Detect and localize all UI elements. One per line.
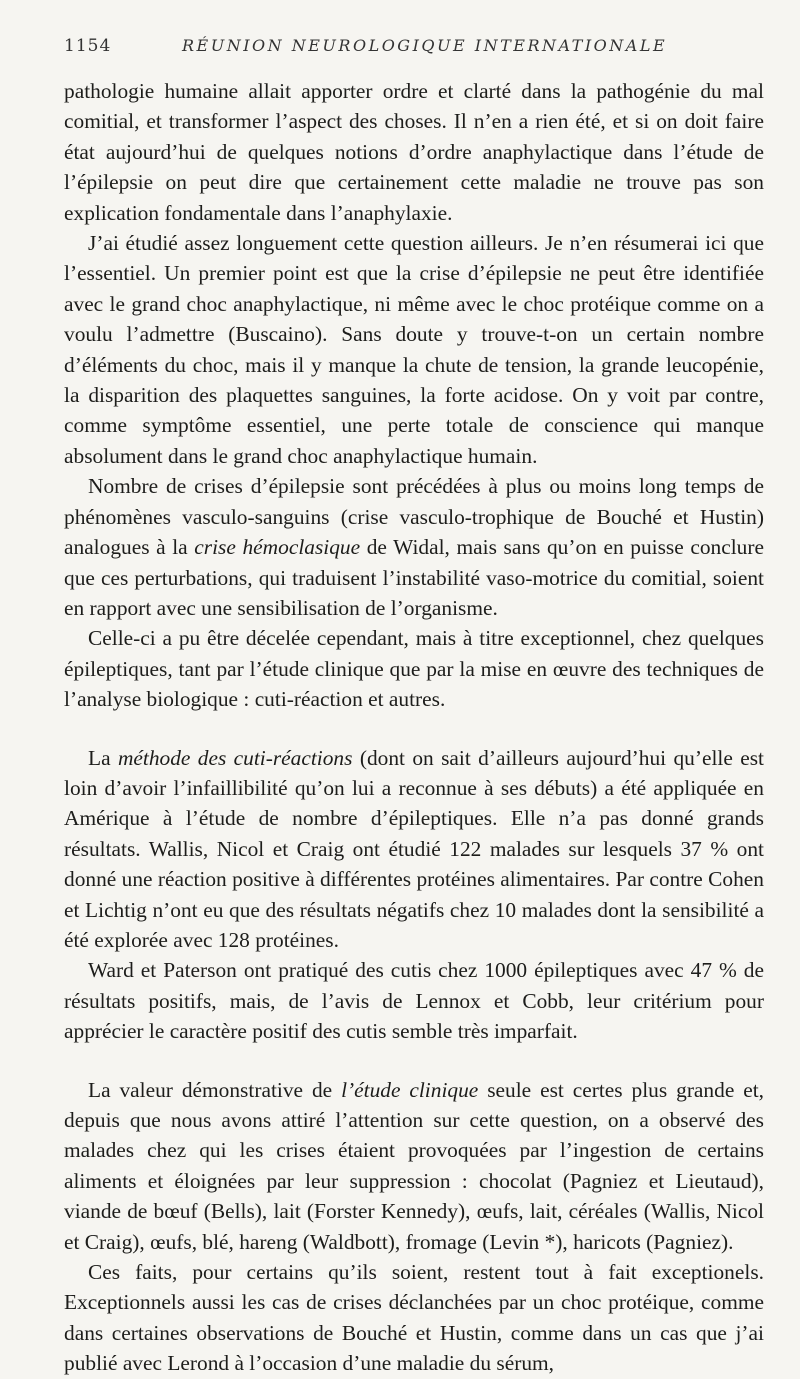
paragraph-3-italic: crise hémoclasique (194, 535, 361, 560)
paragraph-1: pathologie humaine allait apporter ordre et clarté dans la pathogénie du mal comitial, et transformer l’aspect des choses. Il n’en a rien été, et si on doit faire état aujourd’hui de quelques notions d’ordre anaphylactique dans l’étude de l’épilepsie on peut dire que certainement cette maladie ne trouve pas son explication fondamentale dans l’anaphylaxie. (64, 79, 764, 225)
paragraph-5-text-b: (dont on sait d’ailleurs aujourd’hui qu’elle est loin d’avoir l’infaillibilité qu’on lui a reconnue à ses débuts) a été appliquée en Amérique à l’étude de nombre d’épileptiques. Elle n’a pas donné grands résultats. Wallis, Nicol et Craig ont étudié 122 malades sur lesquels 37 % ont donné une réaction positive à différentes protéines alimentaires. Par contre Cohen et Lichtig n’ont eu que des résultats négatifs chez 10 malades dont la sensibilité a été explorée avec 128 protéines. (64, 745, 764, 952)
paragraph-5 (64, 743, 764, 956)
paragraph-8: Ces faits, pour certains qu’ils soient, restent tout à fait exceptionels. Exceptionnels aussi les cas de crises déclanchées par un choc protéique, comme dans certaines observations de Bouché et Hustin, comme dans un cas que j’ai publié avec Lerond à l’occasion d’une maladie du sérum, (64, 1260, 764, 1376)
page-number: 1154 (64, 36, 112, 56)
running-title: RÉUNION NEUROLOGIQUE INTERNATIONALE (182, 36, 668, 55)
paragraph-2: J’ai étudié assez longuement cette question ailleurs. Je n’en résumerai ici que l’essentiel. Un premier point est que la crise d’épilepsie ne peut être identifiée avec le grand choc anaphylactique, ni même avec le choc protéique comme on a voulu l’admettre (Buscaino). Sans doute y trouve-t-on un certain nombre d’éléments du choc, mais il y manque la chute de tension, la grande leucopénie, la disparition des plaquettes sanguines, la forte acidose. On y voit par contre, comme symptôme essentiel, une perte totale de conscience qui manque absolument dans le grand choc anaphylactique humain. (64, 231, 764, 468)
paragraph-4: Celle-ci a pu être décelée cependant, mais à titre exceptionnel, chez quelques épileptiques, tant par l’étude clinique que par la mise en œuvre des techniques de l’analyse biologique : cuti-réaction et autres. (64, 626, 764, 712)
paragraph-3-text-b: de Widal, mais sans qu’on en puisse conclure que ces perturbations, qui traduisent l’instabilité vaso-motrice du comitial, soient en rapport avec une sensibilisation de l’organisme. (64, 535, 764, 620)
paragraph-6: Ward et Paterson ont pratiqué des cutis chez 1000 épileptiques avec 47 % de résultats positifs, mais, de l’avis de Lennox et Cobb, leur critérium pour apprécier le caractère positif des cutis semble très imparfait. (64, 958, 764, 1044)
body-text (64, 76, 764, 1379)
paragraph-3 (64, 471, 764, 623)
paragraph-3-text-a: Nombre de crises d’épilepsie sont précédées à plus ou moins long temps de phénomènes vasculo-sanguins (crise vasculo-trophique de Bouché et Hustin) analogues à la (64, 474, 764, 560)
paragraph-7-text-a: La valeur démonstrative de (88, 1077, 342, 1102)
paragraph-5-text-a: La (88, 745, 118, 770)
paragraph-7 (64, 1075, 764, 1257)
paragraph-7-text-b: seule est certes plus grande et, depuis que nous avons attiré l’attention sur cette question, on a observé des malades chez qui les crises étaient provoquées par l’ingestion de certains aliments et éloignées par leur suppression : chocolat (Pagniez et Lieutaud), viande de bœuf (Bells), lait (Forster Kennedy), œufs, lait, céréales (Wallis, Nicol et Craig), œufs, blé, hareng (Waldbott), fromage (Levin *), haricots (Pagniez). (64, 1077, 765, 1254)
paragraph-5-italic: méthode des cuti-réactions (117, 745, 353, 770)
paragraph-7-italic: l’étude clinique (341, 1077, 479, 1102)
page-header (64, 36, 764, 66)
